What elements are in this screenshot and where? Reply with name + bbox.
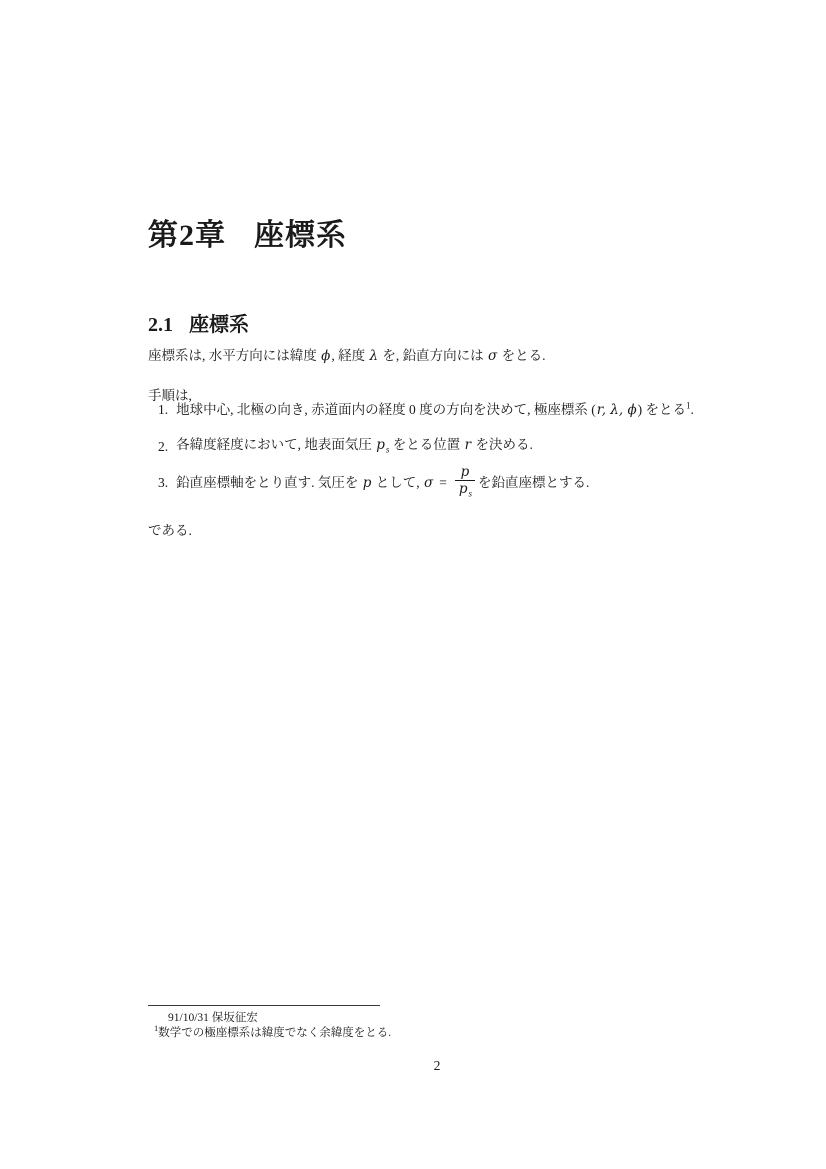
procedure-lead: 手順は, [148, 387, 192, 403]
intro-text-3: を, 鉛直方向には [379, 347, 488, 363]
intro-paragraph [148, 346, 545, 366]
list-item-3-text [176, 473, 452, 493]
footnote-text: 数学での極座標系は緯度でなく余緯度をとる. [158, 1026, 392, 1039]
intro-text-2: , 経度 [331, 347, 369, 363]
footnote-divider [148, 1005, 380, 1006]
fraction-den-subscript: s [468, 488, 473, 499]
chapter-heading [148, 210, 347, 254]
list-item-2-text [176, 435, 533, 460]
item1-text-3: . [690, 402, 694, 417]
math-p: p [376, 437, 385, 453]
fraction-p-over-ps [455, 464, 475, 502]
section-title: 座標系 [189, 313, 249, 336]
math-lambda: λ [369, 347, 379, 364]
chapter-number: 第2章 [148, 219, 226, 253]
math-r: r [464, 437, 472, 453]
list-item-3 [158, 463, 589, 503]
item1-text-1: 地球中心, 北極の向き, 赤道面内の経度 0 度の方向を決めて, 極座標系 ( [176, 402, 596, 417]
math-sigma2: σ [424, 475, 434, 491]
page-number: 2 [433, 1058, 441, 1073]
section-heading [148, 308, 249, 337]
fraction-den-base: p [458, 481, 468, 498]
list-item-2-number: 2. [158, 439, 169, 455]
intro-text-1: 座標系は, 水平方向には緯度 [148, 347, 321, 363]
item2-text-1: 各緯度経度において, 地表面気圧 [176, 437, 376, 452]
footnote-marker: 1 [154, 1023, 159, 1033]
footnote-reference: 1 [686, 400, 691, 411]
item3-text-3: を鉛直座標とする. [478, 475, 590, 490]
list-item-1-number: 1. [158, 402, 169, 417]
footnote-text-line [154, 1023, 391, 1040]
chapter-title: 座標系 [254, 219, 347, 253]
list-item-1 [158, 400, 694, 420]
item3-text-2: として, [372, 475, 424, 490]
math-p-sub-s: s [385, 444, 390, 455]
fraction-numerator: p [460, 464, 470, 481]
item2-text-2: をとる位置 [389, 437, 464, 452]
math-sigma: σ [488, 347, 498, 364]
math-p2: p [362, 475, 372, 491]
fraction-denominator [455, 480, 475, 502]
item2-text-3: を決める. [472, 437, 533, 452]
math-polar-coords: r, λ, ϕ [596, 402, 637, 418]
section-number: 2.1 [148, 313, 173, 336]
math-phi: ϕ [321, 347, 331, 364]
closing-paragraph: である. [148, 522, 192, 538]
item3-text-1: 鉛直座標軸をとり直す. 気圧を [176, 475, 362, 490]
list-item-1-text [176, 400, 694, 420]
item1-text-2: ) をとる [637, 402, 687, 417]
footnote-signature: 91/10/31 保坂征宏 [168, 1012, 258, 1024]
equals-sign: = [439, 475, 447, 490]
list-item-2 [158, 435, 533, 460]
intro-text-4: をとる. [498, 347, 546, 363]
list-item-3-number: 3. [158, 475, 169, 490]
